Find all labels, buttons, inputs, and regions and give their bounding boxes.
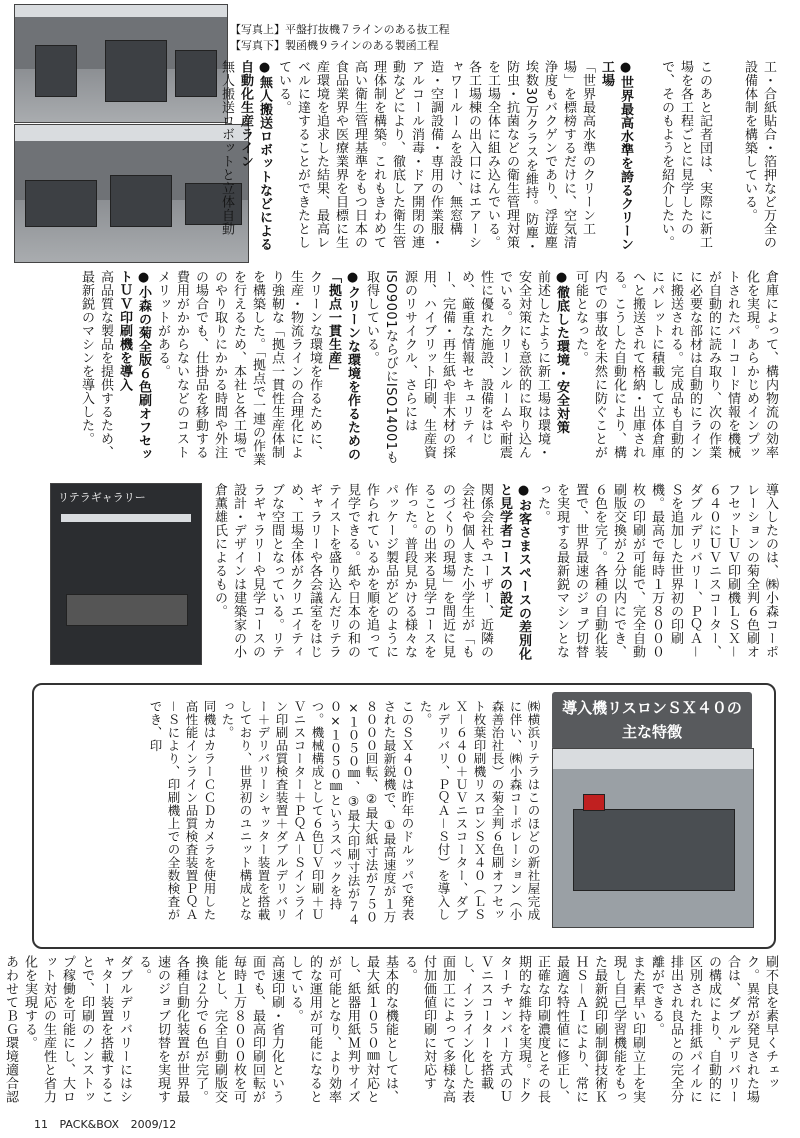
box-para-2: このＳＸ４０は昨年のドルッパで発表された最新鋭機で、①最高速度が１万８０００回転、②最大紙寸法が７５０×１０５０㎜、③最大印刷寸法が７４０×１０５０㎜というスペックを持つ。機械構成として６色ＵＶ印刷＋ＵＶニスコーター＋ＰＱＡ－Ｓインライン印刷品質検査装置＋ダブルデリバリー＋デリバリーシャッター装置を搭載しており、世界初のユニット構成となった。 <box>220 700 415 926</box>
right-text-block <box>40 270 780 470</box>
box-para-9: あわせてＢＧ環境適合認 <box>3 955 18 1104</box>
issue-date: 2009/12 <box>130 1118 177 1131</box>
top-para-4: 無人搬送ロボットと立体自動 <box>219 60 234 236</box>
top-para-2: このあと記者団は、実際に新工場を各工程ごとに見学したので、そのもようを紹介したい。 <box>659 60 712 249</box>
right-para-4: 高品質な製品を提供するため、最新鋭のマシンを導入した。 <box>79 270 113 459</box>
gallery-photo <box>50 483 202 665</box>
right-para-1: 倉庫によって、構内物流の効率化を実現。あらかじめインプットされたバーコード情報を機械が自動的に読み取り、次の作業に必要な部材は自動的にラインに搬送される。完成品も自動的にパレットに積載して立体倉庫へと搬送されて格納・出庫される。こうした自動化により、構内での事故を未然に防ぐことが可能となった。 <box>573 270 778 459</box>
box-para-8: ダブルデリバリーにはシャター装置を搭載することで、印刷のノンストップ稼働を可能にし、大ロット対応の生産性と省力化を実現する。 <box>22 955 132 1104</box>
right-para-3: クリーンな環境を作るために、生産・物流ラインの合理化により強靭な「拠点一貫性生産体制を構築した。「拠点で一連の作業を行えるため、本社と各工場でのやり取りにかかる時間や外注の場合でも、仕掛品を移動する費用がかからないなどのコストメリットがある。 <box>155 270 322 466</box>
heading-clean-factory: ●世界最高水準を誇るクリーン工場 <box>599 60 633 251</box>
box-para-5: また素早い印刷立上を実現し自己学習機能をもった最新鋭印刷制御技術ＫＨＳ－ＡＩにより、常に最適な特性値に修正し、正確な印刷濃度とその長期的な維持を実現。ドクターチャンバー方式のＵＶニスコーターを搭載し、インライン化した表面加工によって多様な高付加価値印刷に対応する。 <box>402 955 645 1104</box>
mid-text-block <box>210 483 780 668</box>
upper-factory-photo <box>14 4 228 123</box>
feature-box-title-line1: 導入機リスロンＳＸ４０の <box>562 699 742 717</box>
right-para-2: 前述したように新工場は環境・安全対策にも意欲的に取り込んでいる。クリーンルームや耐震性に優れた施設、設備をはじめ、厳重な情報セキュリティー、完備・再生紙や非木材の採用、ハイブリット印刷、生産資源のリサイクル、さらにはISO9001ならびにISO14001も取得している。 <box>364 270 550 465</box>
top-text-col-1 <box>718 60 778 255</box>
page-number: 11 <box>34 1118 48 1131</box>
mid-para-1: 導入したのは、㈱小森コーポレーションの菊全判６色刷オフセットＵＶ印刷機ＬＳＸ－６４０にＵＶニスコーター、ダブルデリバリー、ＰＱＡ－Ｓを追加した世界初の印刷機。最高で毎時１万８０００枚の印刷が可能で、完全自動刷版交換が２分以内にでき、６色を完了。各種の自動化装置で、世界最速のジョブ切替を実現する最新鋭マシンとなった。 <box>535 483 778 659</box>
box-para-7: 高速印刷・省力化という面でも、最高印刷回転が毎時１万８０００枚を可能とし、完全自動刷版交換は２分で６色が完了。各種自動化装置が世界最速のジョブ切替を実現する。 <box>136 955 284 1104</box>
heading-clean-env-production: ●クリーンな環境を作るための「拠点一貫生産」 <box>326 270 360 461</box>
top-text-col-2 <box>638 60 714 255</box>
heading-guest-space: ●お客さまスペースの差別化と見学者コースの設定 <box>497 483 531 661</box>
feature-box-title <box>552 692 752 750</box>
top-text-col-3 <box>219 60 635 255</box>
heading-robot-line: ●無人搬送ロボットなどによる自動化生産ライン <box>238 60 272 251</box>
box-text-block <box>46 700 542 930</box>
box-para-6: 基本的な機能としては、最大紙１０５０㎜対応とし、紙器用紙Ｍ判サイズが可能となり、より効率的な運用が可能になるとしている。 <box>288 955 398 1104</box>
box-para-1: ㈱横浜リテラはこのほどの新社屋完成に伴い、㈱小森コーポレーション（小森善治社長）の菊全判６色刷オフセット枚葉印刷機リスロンＳＸ４０（ＬＳＸ－６４０＋ＵＶニスコーター、ダブルデリバリ、ＰＱＡ－Ｓ付）を導入した。 <box>418 700 541 922</box>
magazine-name: PACK&BOX <box>59 1118 120 1131</box>
gallery-label: リテラギャラリー <box>58 491 146 504</box>
box-para-3: 同機はカラーＣＣＤカメラを使用した高性能インライン品質検査装置ＰＱＡ－Ｓにより、印刷機上での全数検査ができ、印 <box>148 700 217 922</box>
box-para-4: 刷不良を素早くチェック。異常が発見された場合は、ダブルデリバリーの構成により、自動的に区別された排紙パイルに排出され良品との完全分離ができる。 <box>649 955 778 1104</box>
lower-factory-photo <box>14 124 249 263</box>
heading-komori-press: ●小森の菊全版６色刷オフセットＵＶ印刷機を導入 <box>117 270 151 461</box>
press-machine-photo <box>552 748 754 928</box>
top-para-1: 工・合紙貼合・箔押など万全の設備体制を構築している。 <box>742 60 776 249</box>
heading-environment: ●徹底した環境・安全対策 <box>554 270 569 434</box>
mid-para-2: 関係会社やユーザー、近隣の会社や個人また小学生が「ものづくりの現場」を間近に見ることの出来る見学コースを作った。普段見かける様々なパッケージ製品がどのように作られているかを順を追って見学できる。紙や日本の和のテイストを盛り込んだリテラギャラリーや各会議室をはじめ、工場全体がクリエイティブな空間となっている。リテラギャラリーや見学コースの設計・デザインは建築家の小倉薫雄氏によるもの。 <box>212 483 493 659</box>
page-footer <box>34 1118 184 1131</box>
top-para-3: 「世界最高水準のクリーン工場」を標榜するだけに、空気清浄度もバクゲンであり、浮遊塵埃数30万クラスを維持。防塵・防虫・抗菌などの衛生管理対策を工場全体に組み込んでいる。各工場棟の出入口にはエアーシャワールームを設け、無窓構造・空調設備・専用の作業服・アルコール消毒・ドア開閉の連動などにより、徹底した衛生管理体制を構築。これもきわめて高い衛生管理基準をもつ日本の食品業界や医療業界を目標に生産環境を追求した結果、最高レベルに達することができたとしている。 <box>276 60 595 254</box>
feature-box-title-line2: 主な特徴 <box>621 723 682 741</box>
bottom-text-block <box>3 955 780 1110</box>
photo-caption-lower: 【写真下】製函機９ラインのある製函工程 <box>230 39 439 52</box>
photo-caption-upper: 【写真上】平盤打抜機７ラインのある抜工程 <box>230 23 450 36</box>
